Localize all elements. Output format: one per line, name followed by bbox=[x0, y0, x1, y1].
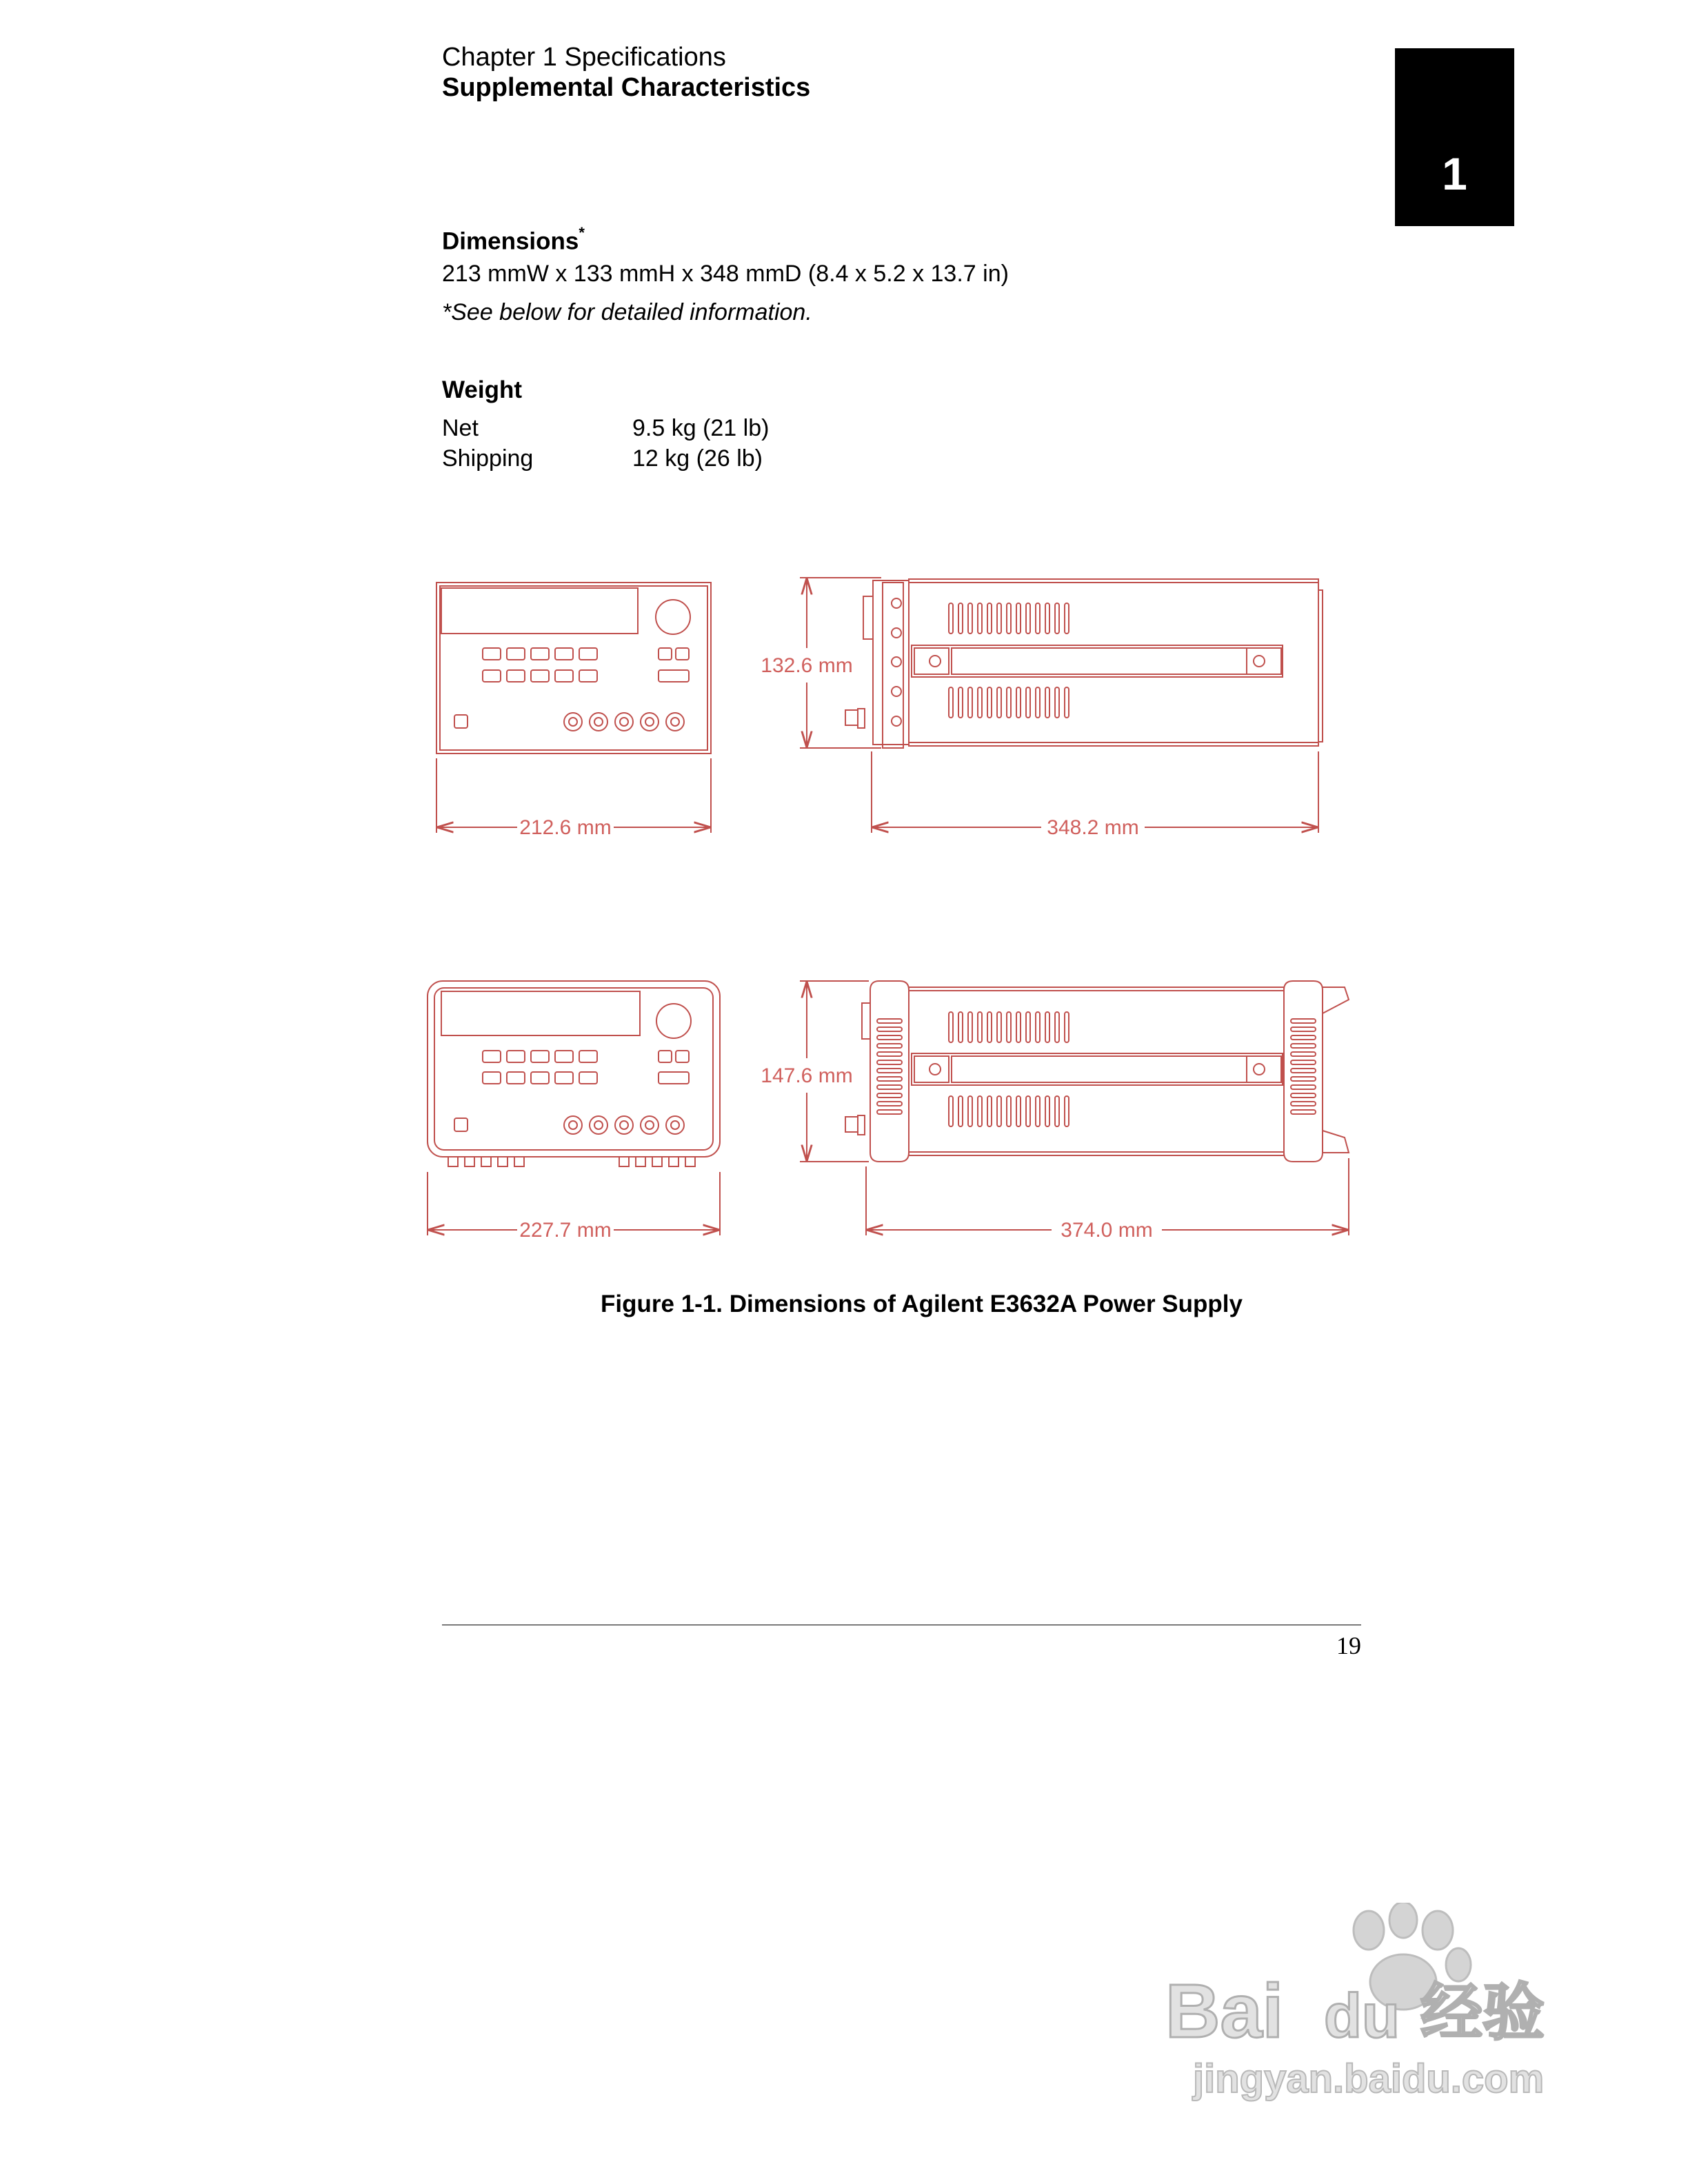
dimensions-heading-text: Dimensions bbox=[442, 228, 579, 255]
top-front-view bbox=[436, 583, 711, 754]
weight-net-value: 9.5 kg (21 lb) bbox=[632, 415, 770, 441]
watermark-brand: Bai bbox=[1165, 1969, 1284, 2054]
top-side-height-label: 132.6 mm bbox=[761, 654, 853, 677]
watermark-url: jingyan.baidu.com bbox=[1193, 2056, 1545, 2101]
top-front-terminals bbox=[564, 713, 684, 731]
watermark-du: du bbox=[1324, 1982, 1400, 2051]
watermark-cn: 经验 bbox=[1420, 1979, 1545, 2048]
weight-shipping-label: Shipping bbox=[442, 445, 534, 472]
footer-rule bbox=[442, 1624, 1361, 1626]
bottom-side-rear-bezel-slots bbox=[1291, 1019, 1316, 1114]
dimensions-value: 213 mmW x 133 mmH x 348 mmD (8.4 x 5.2 x 13.7 in) bbox=[442, 261, 1009, 287]
bottom-side-depth-label: 374.0 mm bbox=[1061, 1219, 1153, 1242]
top-front-buttons bbox=[454, 648, 689, 728]
top-front-knob bbox=[656, 600, 690, 634]
dimensions-footnote-mark: * bbox=[579, 224, 585, 241]
paw-toe-2 bbox=[1389, 1903, 1417, 1938]
paw-toe-3 bbox=[1423, 1911, 1453, 1950]
bottom-front-terminals bbox=[564, 1116, 684, 1134]
page-number: 19 bbox=[1336, 1632, 1361, 1659]
bottom-side-view bbox=[845, 981, 1349, 1162]
bottom-front-display bbox=[441, 991, 640, 1035]
bottom-front-view bbox=[428, 981, 720, 1166]
paw-toe-4 bbox=[1446, 1948, 1471, 1981]
chapter-title: Chapter 1 Specifications bbox=[442, 43, 726, 72]
bottom-front-feet bbox=[448, 1157, 695, 1166]
bottom-side-vents-lower bbox=[949, 1096, 1069, 1126]
top-side-depth-label: 348.2 mm bbox=[1047, 816, 1139, 839]
section-title: Supplemental Characteristics bbox=[442, 73, 811, 102]
chapter-tab-number: 1 bbox=[1442, 148, 1467, 199]
bottom-front-buttons bbox=[454, 1051, 689, 1131]
top-side-vents-lower bbox=[949, 687, 1069, 718]
bottom-side-front-bezel-slots bbox=[877, 1019, 902, 1114]
dimensions-note: *See below for detailed information. bbox=[442, 299, 812, 325]
top-side-vents-upper bbox=[949, 603, 1069, 634]
bottom-side-height-label: 147.6 mm bbox=[761, 1064, 853, 1087]
top-side-view bbox=[845, 579, 1323, 748]
baidu-watermark-logo bbox=[1165, 1903, 1579, 2110]
bottom-front-knob bbox=[656, 1004, 691, 1038]
bottom-front-width-label: 227.7 mm bbox=[519, 1219, 612, 1242]
top-front-display bbox=[441, 588, 638, 634]
weight-heading: Weight bbox=[442, 376, 523, 403]
top-front-width-label: 212.6 mm bbox=[519, 816, 612, 839]
weight-net-label: Net bbox=[442, 415, 479, 441]
paw-toe-1 bbox=[1354, 1911, 1384, 1950]
weight-shipping-value: 12 kg (26 lb) bbox=[632, 445, 763, 472]
figure-caption: Figure 1-1. Dimensions of Agilent E3632A Power Supply bbox=[601, 1291, 1243, 1317]
bottom-side-vents-upper bbox=[949, 1012, 1069, 1042]
